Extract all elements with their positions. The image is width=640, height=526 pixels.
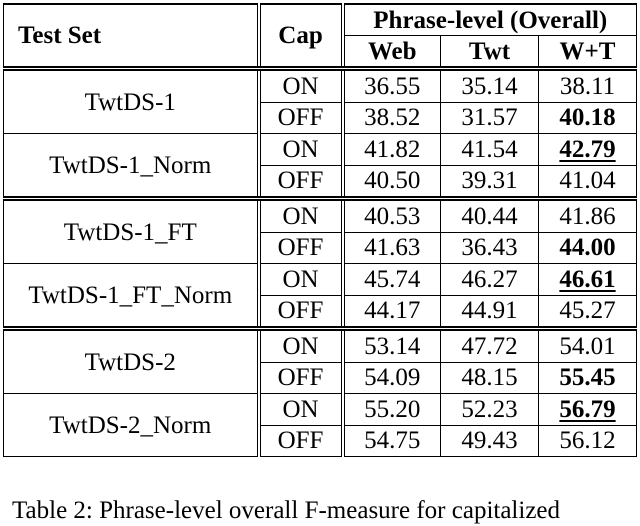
web-cell: 53.14 [343, 329, 441, 363]
twt-cell: 47.72 [441, 329, 539, 363]
cap-cell: ON [259, 394, 343, 426]
test-set-cell: TwtDS-2_Norm [4, 394, 259, 457]
header-twt: Twt [441, 36, 539, 69]
twt-cell: 36.43 [441, 232, 539, 264]
twt-cell: 35.14 [441, 69, 539, 103]
wt-cell: 56.12 [539, 425, 637, 457]
web-cell: 36.55 [343, 69, 441, 103]
twt-cell: 31.57 [441, 102, 539, 134]
table-row [4, 69, 637, 103]
web-cell: 40.50 [343, 165, 441, 199]
header-test-set: Test Set [4, 4, 259, 69]
twt-cell: 52.23 [441, 394, 539, 426]
wt-cell-best: 40.18 [539, 102, 637, 134]
web-cell: 44.17 [343, 295, 441, 329]
twt-cell: 46.27 [441, 264, 539, 296]
header-wt: W+T [539, 36, 637, 69]
wt-cell-best: 44.00 [539, 232, 637, 264]
wt-cell: 38.11 [539, 69, 637, 103]
cap-cell: ON [259, 199, 343, 233]
test-set-cell: TwtDS-1_Norm [4, 134, 259, 199]
twt-cell: 40.44 [441, 199, 539, 233]
table-row [4, 134, 637, 166]
web-cell: 54.09 [343, 362, 441, 394]
cap-cell: OFF [259, 102, 343, 134]
web-cell: 41.82 [343, 134, 441, 166]
cap-cell: ON [259, 329, 343, 363]
header-cap: Cap [259, 4, 343, 69]
twt-cell: 41.54 [441, 134, 539, 166]
wt-cell: 41.04 [539, 165, 637, 199]
twt-cell: 49.43 [441, 425, 539, 457]
twt-cell: 44.91 [441, 295, 539, 329]
cap-cell: OFF [259, 165, 343, 199]
wt-cell-overall-best: 42.79 [539, 134, 637, 166]
web-cell: 54.75 [343, 425, 441, 457]
table-row [4, 264, 637, 296]
cap-cell: OFF [259, 295, 343, 329]
wt-cell-overall-best: 56.79 [539, 394, 637, 426]
test-set-cell: TwtDS-2 [4, 329, 259, 394]
cap-cell: ON [259, 264, 343, 296]
wt-cell: 45.27 [539, 295, 637, 329]
wt-cell-best: 55.45 [539, 362, 637, 394]
test-set-cell: TwtDS-1_FT [4, 199, 259, 264]
wt-cell-overall-best: 46.61 [539, 264, 637, 296]
header-phrase-level: Phrase-level (Overall) [343, 4, 637, 36]
header-web: Web [343, 36, 441, 69]
cap-cell: OFF [259, 232, 343, 264]
table-row [4, 329, 637, 363]
web-cell: 41.63 [343, 232, 441, 264]
web-cell: 38.52 [343, 102, 441, 134]
results-table [3, 3, 637, 457]
wt-cell: 41.86 [539, 199, 637, 233]
twt-cell: 48.15 [441, 362, 539, 394]
web-cell: 45.74 [343, 264, 441, 296]
table-caption: Table 2: Phrase-level overall F-measure for capitalized [12, 497, 561, 524]
table-row [4, 199, 637, 233]
cap-cell: OFF [259, 425, 343, 457]
test-set-cell: TwtDS-1_FT_Norm [4, 264, 259, 329]
cap-cell: OFF [259, 362, 343, 394]
wt-cell: 54.01 [539, 329, 637, 363]
web-cell: 55.20 [343, 394, 441, 426]
table-row [4, 394, 637, 426]
cap-cell: ON [259, 69, 343, 103]
cap-cell: ON [259, 134, 343, 166]
results-table-container [3, 3, 636, 457]
twt-cell: 39.31 [441, 165, 539, 199]
test-set-cell: TwtDS-1 [4, 69, 259, 134]
web-cell: 40.53 [343, 199, 441, 233]
